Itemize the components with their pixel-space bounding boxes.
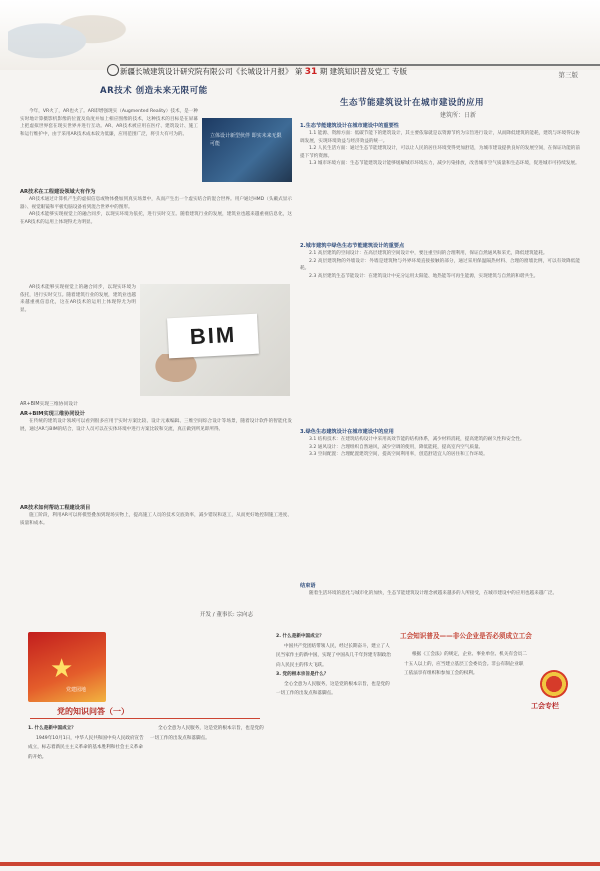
star-icon: ★ [50, 654, 74, 684]
company-logo-icon [107, 64, 119, 76]
party-qa-col-2 [150, 724, 268, 864]
ar-para-2: AR技术能够实现视觉上的融合同步，以现实环境为依托，进行实时交互。随着建筑行业的发展，建筑业也越来越重视信息化，这在AR技术的运用上体现得尤为明显。 [20, 212, 292, 225]
footer-rule [0, 862, 600, 866]
question-3: 3. 党的根本宗旨是什么？ [276, 672, 329, 677]
eco-para-1: 1.1 能源、资源方面：低碳节能下的建筑设计，其主要依靠就是以资源节约为宗旨进行设计，从而降低建筑的能耗，建筑与环境得以协调发展，实现环境效益与经济效益的统一。 [300, 131, 580, 144]
eco-section-1-heading: 1.生态节能建筑设计在城市建设中的重要性 [300, 123, 399, 129]
union-column-label: 工会专栏 [531, 702, 559, 710]
eco-conclusion-heading: 结束语 [300, 583, 316, 589]
ar-section-1b [20, 284, 136, 396]
party-title-rule [30, 718, 260, 719]
union-body [404, 650, 528, 864]
issue-number: 31 [304, 67, 318, 77]
eco-section-3 [300, 436, 580, 580]
question-2: 2. 什么是新中国成立？ [276, 634, 324, 639]
eco-para-4: 2.1 高层建筑的空间设计：在高层建筑的空间设计中，要注重空间的合理利用，保证自然通风和采光，降低建筑能耗。 [309, 251, 548, 256]
answer-1: 1949年10月1日，中华人民共和国中央人民政府宣告成立，标志着新民主主义革命的基本胜利和社会主义革命的开始。 [28, 735, 144, 760]
eco-para-9: 3.3 空间配置：合理配置建筑空间，提高空间利用率，创造舒适宜人的居住和工作环境。 [309, 452, 488, 458]
eco-section-1 [300, 130, 580, 240]
page-label: 第三版 [558, 71, 578, 79]
ar-subheading-3: AR技术如何帮助工程建设项目 [20, 505, 91, 511]
ar-feature-caption: 立体设计新型伙伴 即实未来无限可能 [210, 133, 282, 147]
union-text: 根据《工会法》的规定，企业、事业单位、机关有会员二十五人以上的，应当建立基层工会委员会。非公有制企业职工依法享有组织和参加工会的权利。 [404, 652, 527, 676]
eco-para-6: 2.3 高层建筑生态节能设计：在建筑设计中充分运用太阳能、地热能等可再生能源，实现建筑与自然的和谐共生。 [309, 273, 539, 279]
masthead-artwork [8, 6, 128, 64]
issue-prefix: 第 [294, 67, 303, 76]
answer-1-cont: 全心全意为人民服务，这是党的根本宗旨，也是党的一切工作的出发点和落脚点。 [150, 726, 264, 741]
bim-photo [140, 284, 290, 396]
answer-2: 中国共产党团结带领人民，经过长期奋斗，建立了人民当家作主的新中国，实现了中国从几千年封建专制政治向人民民主的伟大飞跃。 [276, 643, 391, 668]
intro-text: 今年，VR火了，AR也火了。AR即增强现实（Augmented Reality）技术，是一种实时地计算摄影机影像的位置及角度并加上相应图像的技术，这种技术的目标是在屏幕上把虚拟世界套在现实世界并进行互动。AR、AR技术被应用在医疗、建筑设计、施工和运行维护中，由于采用AR技术成本较为低廉，应用范围广泛，将引大有可为的。 [20, 109, 198, 137]
publisher-name: 新疆长城建筑设计研究院有限公司《长城设计月报》 [120, 67, 293, 76]
eco-para-8: 3.2 通风设计：合理组织自然通风，减少空调的使用，降低能耗，提高室内空气质量。 [309, 444, 484, 450]
union-title: 工会知识普及——非公企业是否必须成立工会 [400, 632, 532, 640]
ar-section-3 [20, 512, 292, 610]
article-ar-title: AR技术 创造未来无限可能 [100, 86, 208, 96]
ar-para-1: AR技术通过计算机产生的虚拟信息或物体叠加到真实场景中，从而产生出一个虚实结合的混合世界。用户通过HMD（头戴式显示器）、视觉眼镜和平板电脑设备看到混合世界中的图形。 [20, 197, 292, 210]
eco-para-5: 2.2 高层建筑物的外墙设计：外墙是建筑物与外界环境直接接触的部分，通过采用保温隔热材料、合理的窗墙比例，可以有效降低能耗。 [300, 258, 580, 272]
party-qa-col-1 [28, 724, 146, 864]
eco-section-2-heading: 2.城市建筑中绿色生态节能建筑设计的重要点 [300, 243, 405, 249]
answer-3: 全心全意为人民服务，这是党的根本宗旨，也是党的一切工作的出发点和落脚点。 [276, 681, 390, 696]
question-1: 1. 什么是新中国成立？ [28, 726, 76, 731]
ar-subheading-2: AR+BIM实现三维协同设计 [20, 411, 85, 417]
ar-feature-image [202, 118, 292, 182]
eco-section-2 [300, 250, 580, 426]
eco-para-10: 随着生活环境的恶化与城市化的加快，生态节能建筑设计理念被越来越多的人所接受，在城市建设中的应用也越来越广泛。 [309, 591, 558, 596]
eco-conclusion [300, 590, 580, 624]
eco-para-7: 3.1 结构技术：在建筑结构设计中采用高效节能的结构体系，减少材料消耗，提高建筑的耐久性和安全性。 [309, 437, 525, 442]
ar-section-1 [20, 196, 292, 282]
bim-caption: AR+BIM实现三维协同设计 [20, 402, 78, 407]
bottom-section [0, 628, 600, 871]
bim-card [167, 314, 259, 359]
hand-graphic [140, 354, 200, 394]
issue-topic: 建筑知识普及党工 专版 [329, 67, 407, 76]
ar-para-3: 在传统的建筑设计领域可以看到很多应用于实时方案比较、设计元素编辑、三维空间综合设计等场景，随着设计软件的智能化发展，通过AR与BIM的结合，设计人员可以在实体环境中进行方案比较和交流，真正做到所见即所得。 [20, 419, 292, 432]
party-banner-image [28, 632, 106, 702]
ar-section-2 [20, 418, 292, 502]
article-eco-byline: 建筑所：日新 [440, 112, 477, 119]
ar-para-2b: AR技术能够实现视觉上的融合同步，以现实环境为依托，进行实时交互。随着建筑行业的发展，建筑业也越来越重视信息化，这在AR技术的运用上体现得尤为明显。 [20, 285, 136, 313]
party-qa-col-3 [276, 632, 394, 864]
bim-label: BIM [189, 321, 237, 350]
ar-subheading-1: AR技术在工程建设领域大有作为 [20, 189, 96, 195]
eco-section-3-heading: 3.绿色生态建筑设计在城市建设中的应用 [300, 429, 394, 435]
issue-suffix: 期 [319, 67, 328, 76]
article-eco-title: 生态节能建筑设计在城市建设的应用 [340, 98, 485, 108]
eco-para-3: 1.3 城市环境方面：生态节能建筑设计能够缓解城市环境压力，减少污染排放，改善城市空气质量和生态环境，促进城市可持续发展。 [309, 161, 580, 167]
union-emblem-icon [540, 670, 568, 698]
party-column-name: 党建园地 [66, 687, 87, 693]
eco-para-2: 1.2 人民生活方面：通过生态节能建筑设计，可以让人民的居住环境变得更加舒适，为城市建设提供良好的发展空间，在保证功能的前提下节约资源。 [300, 146, 580, 159]
article-ar-signature: 开发 / 董事长: 宗向志 [200, 612, 253, 618]
party-qa-title: 党的知识问答（一） [57, 707, 129, 716]
masthead-text [120, 66, 407, 77]
article-ar-intro [20, 108, 198, 186]
ar-para-4: 施工阶段，利用AR可以将模型叠加到现场实物上，提高施工人员的技术交底效率，减少错误和返工，从而更好地控制施工进度、质量和成本。 [20, 513, 292, 526]
